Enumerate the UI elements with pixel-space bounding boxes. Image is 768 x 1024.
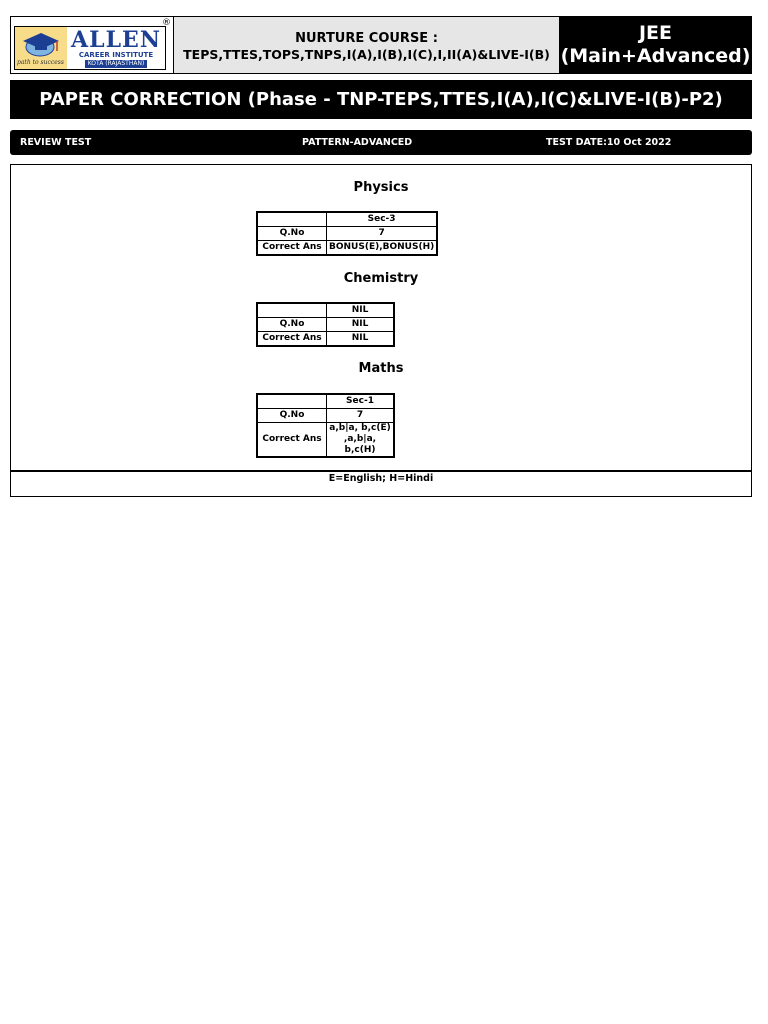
qno-label: Q.No (257, 318, 327, 332)
answer-label: Correct Ans (257, 332, 327, 347)
qno-label: Q.No (257, 227, 327, 241)
section-label: Sec-3 (327, 212, 438, 227)
info-bar (10, 130, 752, 155)
table-row (257, 303, 394, 318)
logo-subtitle: CAREER INSTITUTE (78, 50, 154, 59)
qno-label: Q.No (257, 409, 327, 423)
table-cell-empty (257, 394, 327, 409)
physics-table (256, 211, 438, 256)
course-title: NURTURE COURSE : (295, 31, 438, 46)
table-cell-empty (257, 303, 327, 318)
answer-label: Correct Ans (257, 423, 327, 458)
answer-value: NIL (327, 332, 395, 347)
logo-name: ALLEN (71, 26, 161, 53)
answer-label: Correct Ans (257, 241, 327, 256)
test-type: REVIEW TEST (20, 137, 92, 148)
table-cell-empty (257, 212, 327, 227)
qno-value: NIL (327, 318, 395, 332)
table-row (257, 423, 394, 458)
exam-type: (Main+Advanced) (560, 45, 751, 67)
maths-table (256, 393, 395, 458)
table-row (257, 227, 437, 241)
logo-text (67, 27, 165, 69)
table-row (257, 394, 394, 409)
exam-cell (560, 17, 751, 73)
table-row (257, 212, 437, 227)
answer-line: b,c(H) (344, 445, 376, 455)
subject-heading-physics: Physics (353, 180, 409, 195)
answer-line: a,b|a, b,c(E) (329, 423, 391, 433)
test-pattern: PATTERN-ADVANCED (302, 137, 413, 148)
test-date: TEST DATE:10 Oct 2022 (546, 137, 672, 148)
logo-tagline: path to success (17, 59, 64, 66)
subject-heading-chemistry: Chemistry (343, 271, 419, 286)
footer-divider (11, 470, 751, 472)
graduation-cap-icon (15, 27, 67, 69)
exam-name: JEE (638, 22, 673, 44)
table-row (257, 409, 394, 423)
table-row (257, 241, 437, 256)
chemistry-table (256, 302, 395, 347)
course-list: TEPS,TTES,TOPS,TNPS,I(A),I(B),I(C),I,II(A)&LIVE-I(B) (183, 47, 550, 62)
page-header (10, 16, 752, 74)
page-title: PAPER CORRECTION (Phase - TNP-TEPS,TTES,I(A),I(C)&LIVE-I(B)-P2) (10, 80, 752, 119)
subject-heading-maths: Maths (358, 361, 404, 376)
table-row (257, 332, 394, 347)
logo-location: KOTA (RAJASTHAN) (85, 60, 148, 68)
answer-value (327, 423, 395, 458)
corrections-panel (10, 164, 752, 497)
section-label: NIL (327, 303, 395, 318)
registered-mark: ® (162, 18, 171, 28)
allen-logo (14, 26, 166, 70)
course-cell (174, 17, 560, 73)
answer-line: ,a,b|a, (343, 434, 377, 444)
logo-cell (11, 17, 174, 73)
qno-value: 7 (327, 409, 395, 423)
table-row (257, 318, 394, 332)
section-label: Sec-1 (327, 394, 395, 409)
language-legend: E=English; H=Hindi (328, 473, 434, 484)
answer-value: BONUS(E),BONUS(H) (327, 241, 438, 256)
qno-value: 7 (327, 227, 438, 241)
